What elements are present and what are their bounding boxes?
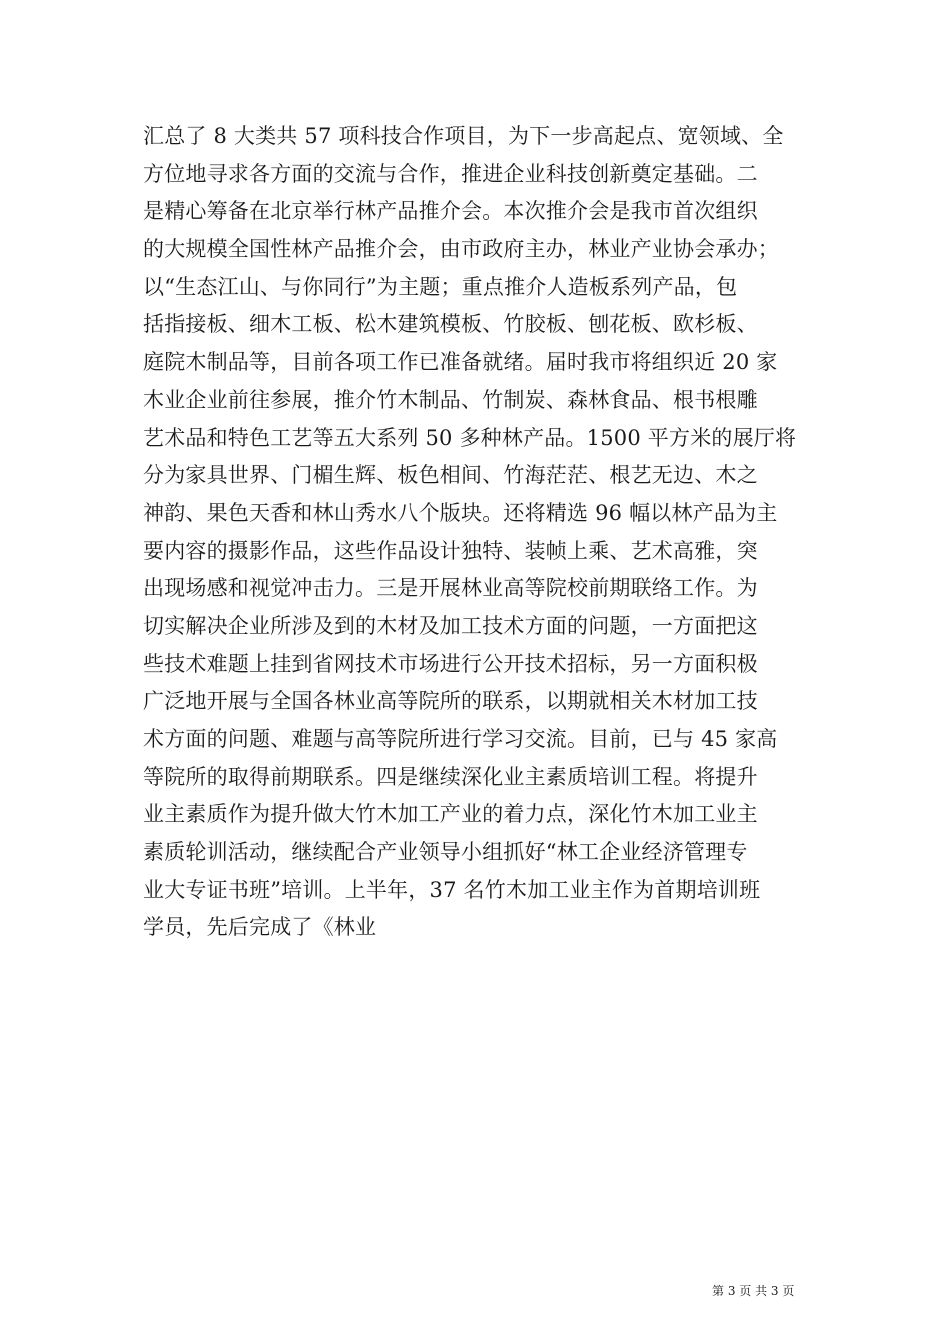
- text-line: 业大专证书班”培训。上半年，37 名竹木加工业主作为首期培训班: [143, 877, 761, 902]
- text-line: 括指接板、细木工板、松木建筑模板、竹胶板、刨花板、欧杉板、: [143, 312, 758, 337]
- page-footer: [712, 1282, 794, 1299]
- text-line: 等院所的取得前期联系。四是继续深化业主素质培训工程。将提升: [143, 764, 758, 789]
- text-line: 是精心筹备在北京举行林产品推介会。本次推介会是我市首次组织: [143, 199, 758, 224]
- text-line: 广泛地开展与全国各林业高等院所的联系，以期就相关木材加工技: [143, 689, 758, 714]
- text-line: 神韵、果色天香和林山秀水八个版块。还将精选 96 幅以林产品为主: [143, 500, 778, 525]
- text-line: 庭院木制品等，目前各项工作已准备就绪。届时我市将组织近 20 家: [143, 350, 778, 375]
- page-number-label: 第 3 页 共 3 页: [712, 1284, 795, 1298]
- text-line: 术方面的问题、难题与高等院所进行学习交流。目前，已与 45 家高: [143, 727, 778, 751]
- body-paragraph: [143, 118, 813, 947]
- text-line: 素质轮训活动，继续配合产业领导小组抓好“林工企业经济管理专: [143, 840, 748, 865]
- text-line: 以“生态江山、与你同行”为主题；重点推介人造板系列产品，包: [143, 274, 738, 299]
- text-line: 艺术品和特色工艺等五大系列 50 多种林产品。1500 平方米的展厅将: [143, 425, 797, 450]
- text-line: 出现场感和视觉冲击力。三是开展林业高等院校前期联络工作。为: [143, 576, 758, 601]
- text-line: 木业企业前往参展，推介竹木制品、竹制炭、森林食品、根书根雕: [143, 387, 758, 412]
- text-line: 业主素质作为提升做大竹木加工产业的着力点，深化竹木加工业主: [143, 802, 758, 827]
- text-line: 要内容的摄影作品，这些作品设计独特、装帧上乘、艺术高雅，突: [143, 538, 758, 563]
- text-line: 汇总了 8 大类共 57 项科技合作项目，为下一步高起点、宽领域、全: [143, 124, 784, 148]
- text-line: 切实解决企业所涉及到的木材及加工技术方面的问题，一方面把这: [143, 613, 758, 638]
- text-line: 方位地寻求各方面的交流与合作，推进企业科技创新奠定基础。二: [143, 161, 758, 186]
- text-line: 些技术难题上挂到省网技术市场进行公开技术招标，另一方面积极: [143, 651, 758, 676]
- text-line: 分为家具世界、门楣生辉、板色相间、竹海茫茫、根艺无边、木之: [143, 463, 758, 488]
- text-line: 学员，先后完成了《林业: [143, 915, 377, 940]
- text-line: 的大规模全国性林产品推介会，由市政府主办，林业产业协会承办；: [143, 237, 779, 262]
